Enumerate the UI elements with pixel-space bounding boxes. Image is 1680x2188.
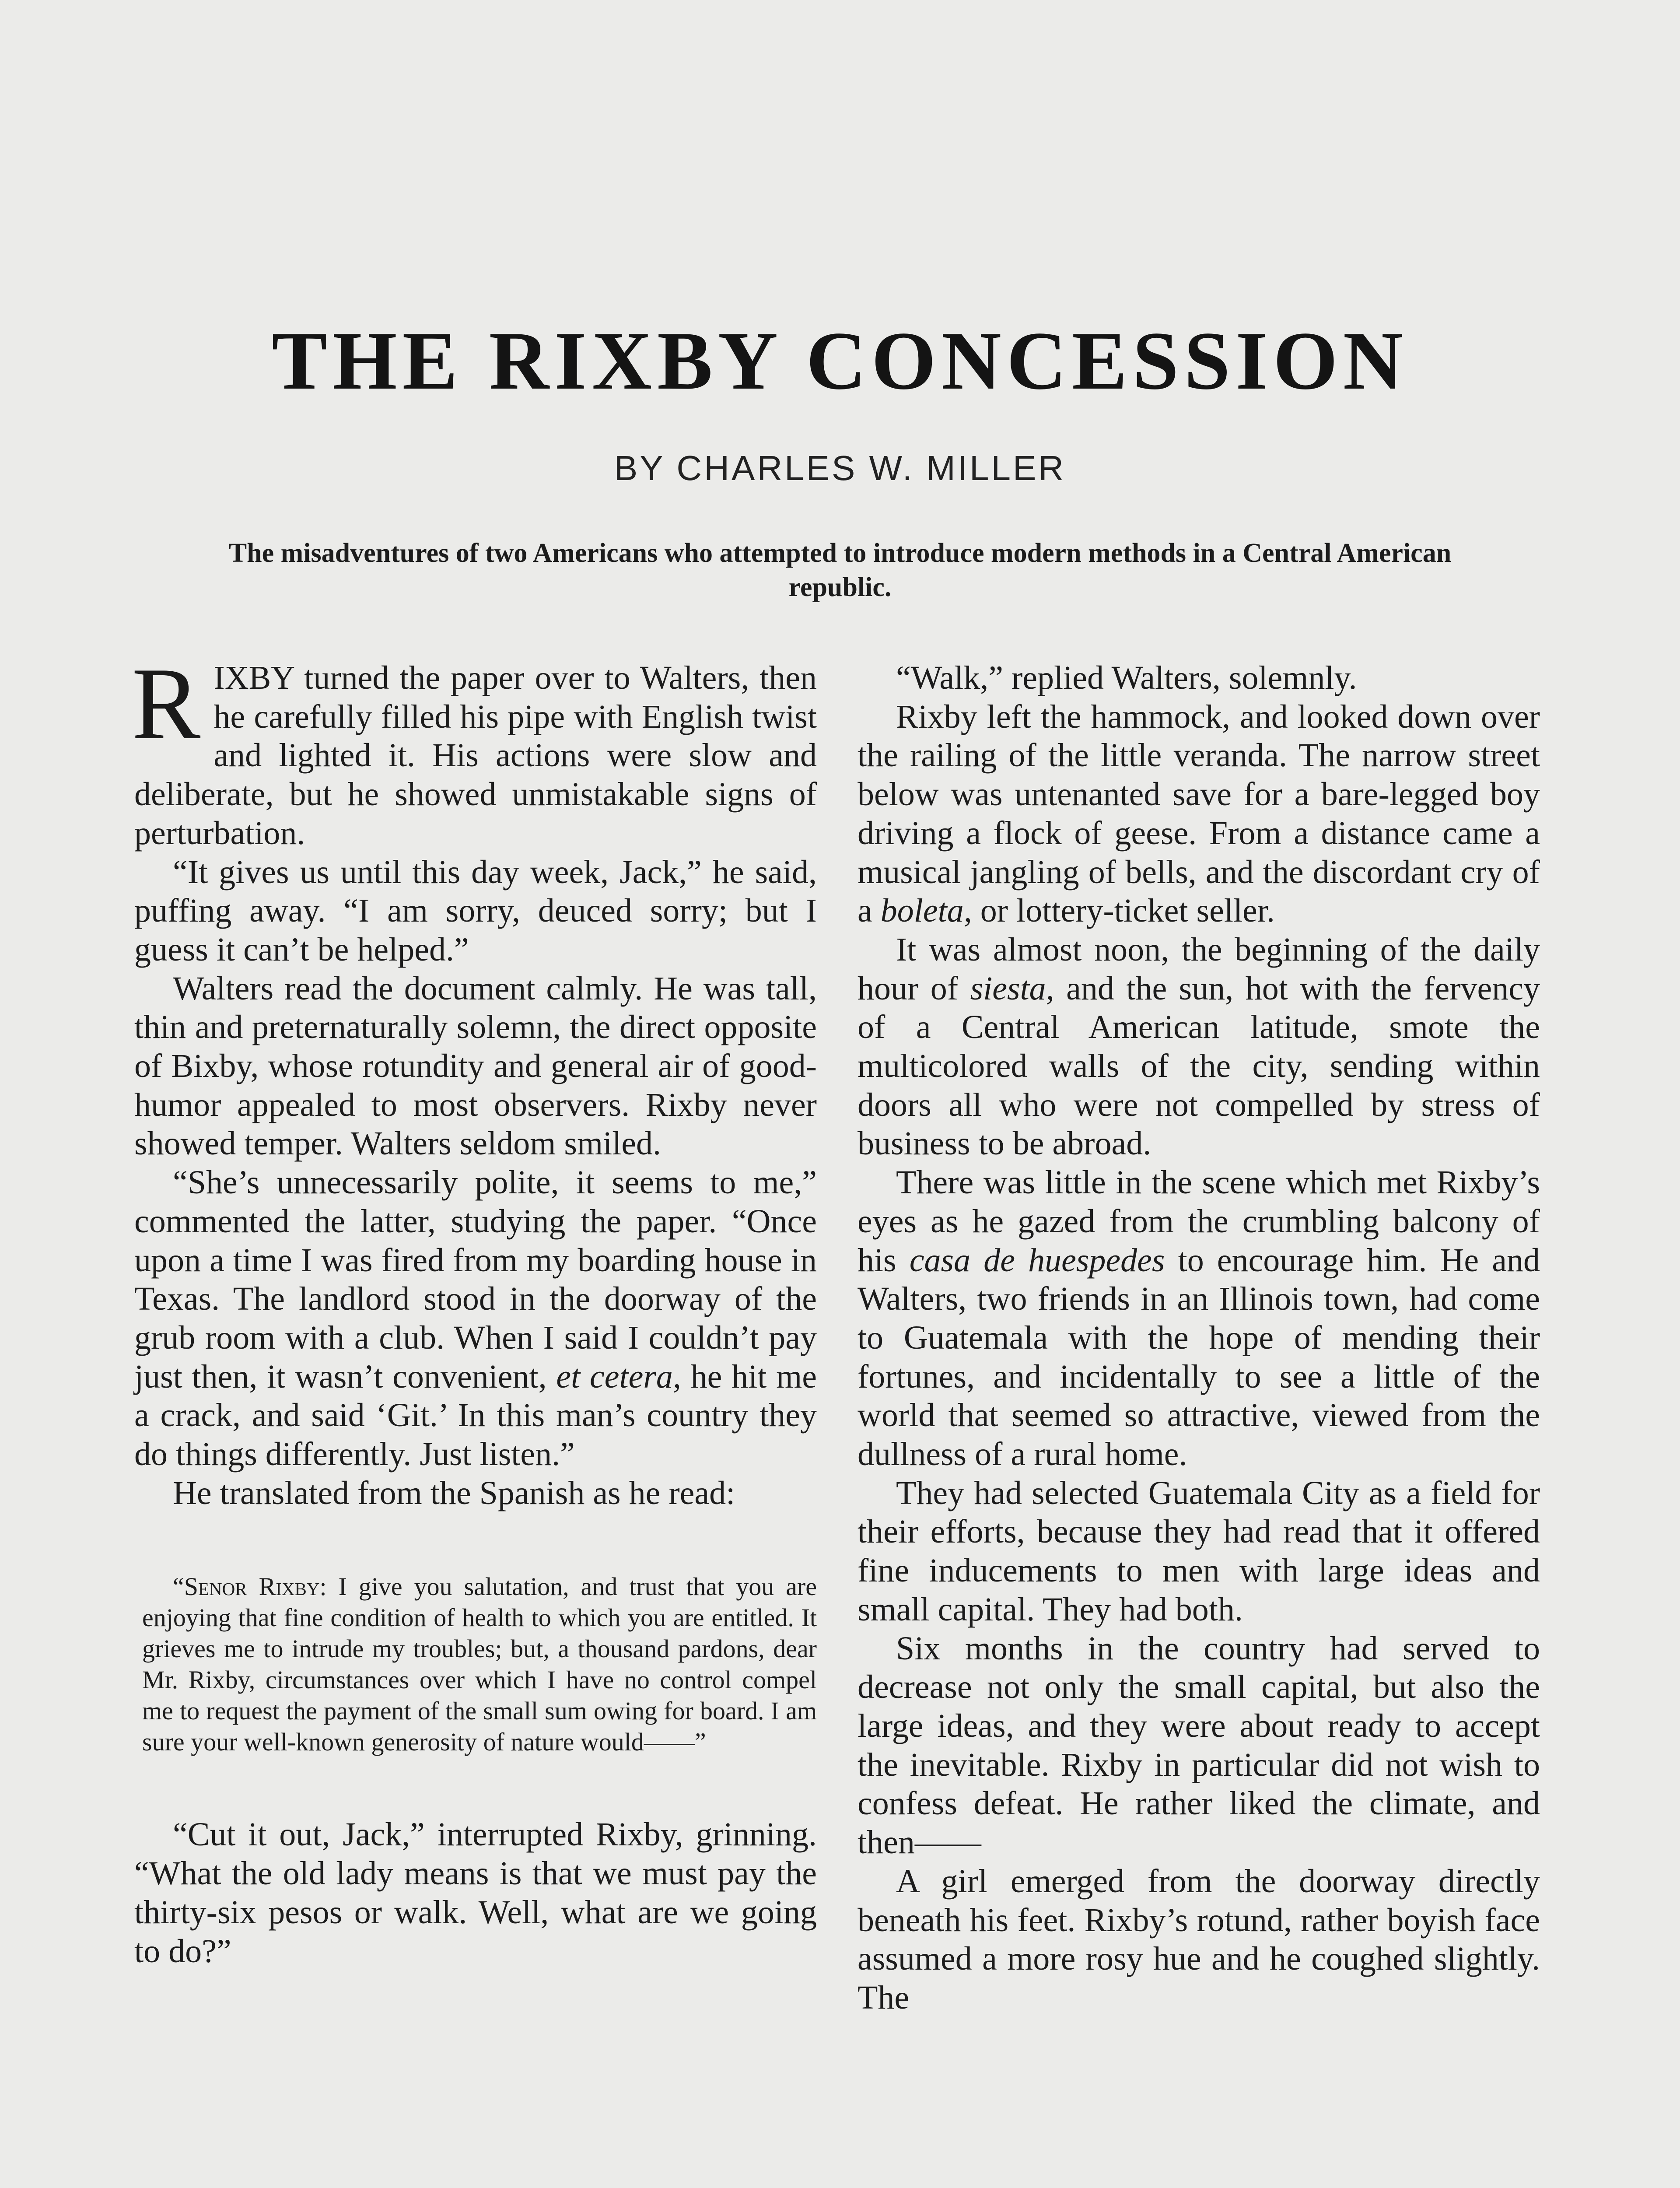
paragraph-8-italic: boleta,: [880, 892, 972, 929]
paragraph-2: “It gives us until this day week, Jack,” he said, puffing away. “I am sorry, deuced sorry; but I guess it can’t be helped.”: [134, 853, 817, 968]
paragraph-9-italic: siesta,: [970, 970, 1054, 1007]
paragraph-8: [858, 698, 1540, 930]
letter-body: I give you salutation, and trust that you are enjoying that fine condition of health to which you are entitled. It grieves me to intrude my troubles; but, a thousand pardons, dear Mr. Rixby, circumstances over which I have no control compel me to request the payment of the small sum owing for board. I am sure your well-known generosity of nature would——”: [142, 1572, 817, 1757]
quoted-letter: [142, 1571, 817, 1757]
paragraph-1: [132, 647, 817, 853]
letter-salutation: Senor Rixby:: [184, 1572, 327, 1601]
paragraph-10: [858, 1163, 1540, 1474]
drop-cap: R: [132, 647, 201, 761]
right-column: [858, 659, 1540, 2188]
paragraph-12: Six months in the country had served to decrease not only the small capital, but also the large ideas, and they were about ready to accept the inevitable. Rixby in particular did not wish to confess defeat. He rather liked the climate, and then——: [858, 1630, 1540, 1861]
article-title: THE RIXBY CONCESSION: [272, 315, 1408, 407]
left-column: [132, 647, 817, 2188]
article-dek: The misadventures of two Americans who attempted to introduce modern methods in a Central American republic.: [228, 538, 1452, 602]
paragraph-4: [134, 1163, 817, 1474]
paragraph-9-text-a: It was almost noon, the beginning of the daily hour of: [858, 931, 1540, 1007]
paragraph-6: “Cut it out, Jack,” interrupted Rixby, grinning. “What the old lady means is that we must pay the thirty-six pesos or walk. Well, what are we going to do?”: [134, 1816, 817, 1970]
article-byline: BY CHARLES W. MILLER: [614, 449, 1066, 487]
paragraph-4-text-b: he hit me a crack, and said ‘Git.’ In this man’s country they do things differently. Just listen.”: [134, 1358, 817, 1473]
paragraph-4-italic: et cetera,: [556, 1358, 681, 1395]
paragraph-13: A girl emerged from the doorway directly beneath his feet. Rixby’s rotund, rather boyish face assumed a more rosy hue and he coughed slightly. The: [858, 1862, 1540, 2016]
paragraph-10-italic: casa de huespedes: [909, 1241, 1165, 1279]
paragraph-1-text: IXBY turned the paper over to Walters, then he carefully filled his pipe with English twist and lighted it. His actions were slow and deliberate, but he showed unmistakable signs of perturbation.: [134, 659, 817, 852]
paragraph-10-text-a: There was little in the scene which met Rixby’s eyes as he gazed from the crumbling balcony of his: [858, 1164, 1540, 1279]
paragraph-4-text-a: “She’s unnecessarily polite, it seems to me,” commented the latter, studying the paper. “Once upon a time I was fired from my boarding house in Texas. The landlord stood in the doorway of the grub room with a club. When I said I couldn’t pay just then, it wasn’t convenient,: [134, 1164, 817, 1395]
paragraph-11: They had selected Guatemala City as a field for their efforts, because they had read that it offered fine inducements to men with large ideas and small capital. They had both.: [858, 1474, 1540, 1628]
paragraph-10-text-b: to encourage him. He and Walters, two friends in an Illinois town, had come to Guatemala with the hope of mending their fortunes, and incidentally to see a little of the world that seemed so attractive, viewed from the dullness of a rural home.: [858, 1241, 1540, 1473]
paragraph-8-text-b: or lottery-ticket seller.: [972, 892, 1275, 929]
paragraph-9: [858, 930, 1540, 1163]
paragraph-8-text-a: Rixby left the hammock, and looked down over the railing of the little veranda. The narrow street below was untenanted save for a bare-legged boy driving a flock of geese. From a distance came a musical jangling of bells, and the discordant cry of a: [858, 698, 1540, 929]
paragraph-7: “Walk,” replied Walters, solemnly.: [896, 659, 1357, 696]
paragraph-9-text-b: and the sun, hot with the fervency of a Central American latitude, smote the multicolored walls of the city, sending within doors all who were not compelled by stress of business to be abroad.: [858, 970, 1540, 1162]
paragraph-3: Walters read the document calmly. He was tall, thin and preternaturally solemn, the direct opposite of Bixby, whose rotundity and general air of good-humor appealed to most observers. Rixby never showed temper. Walters seldom smiled.: [134, 970, 817, 1162]
letter-open-quote: “: [173, 1572, 184, 1601]
paragraph-5: He translated from the Spanish as he read:: [173, 1474, 735, 1511]
